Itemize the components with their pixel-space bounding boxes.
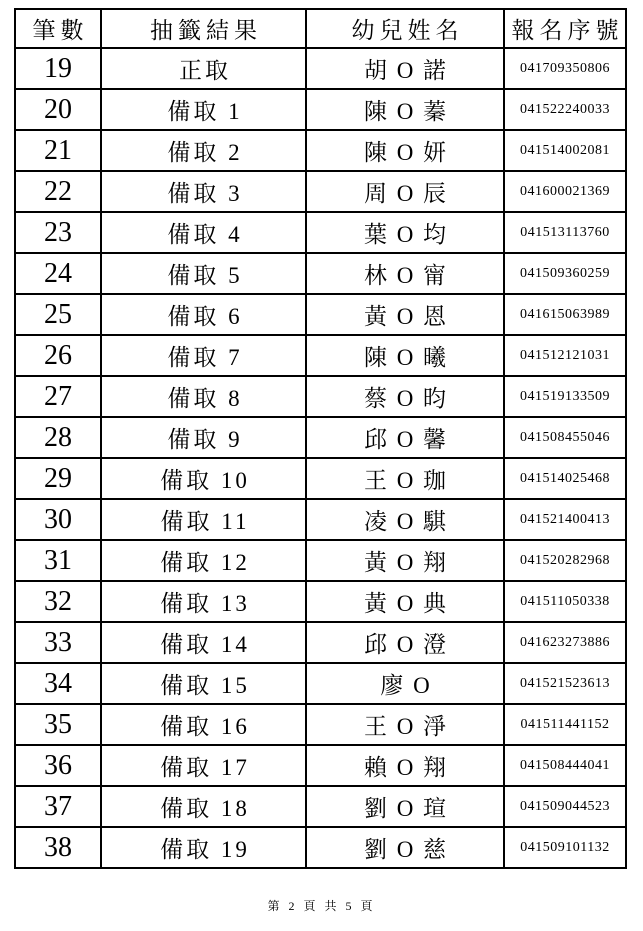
cell-reg: 041509360259 (504, 253, 626, 294)
cell-no: 21 (15, 130, 101, 171)
cell-reg: 041508455046 (504, 417, 626, 458)
cell-no: 33 (15, 622, 101, 663)
cell-name: 劉 O 慈 (306, 827, 504, 868)
table-row (15, 335, 626, 376)
table-row (15, 745, 626, 786)
table-row (15, 499, 626, 540)
table-body (15, 48, 626, 868)
cell-reg: 041709350806 (504, 48, 626, 89)
cell-no: 30 (15, 499, 101, 540)
cell-name: 葉 O 均 (306, 212, 504, 253)
cell-result: 備取 3 (101, 171, 306, 212)
cell-reg: 041509044523 (504, 786, 626, 827)
cell-name: 黃 O 翔 (306, 540, 504, 581)
cell-reg: 041508444041 (504, 745, 626, 786)
cell-no: 20 (15, 89, 101, 130)
table-row (15, 622, 626, 663)
table-row (15, 417, 626, 458)
cell-name: 周 O 辰 (306, 171, 504, 212)
cell-no: 25 (15, 294, 101, 335)
cell-name: 胡 O 諾 (306, 48, 504, 89)
cell-result: 備取 17 (101, 745, 306, 786)
table-header (15, 9, 626, 48)
cell-name: 凌 O 騏 (306, 499, 504, 540)
header-cell-reg: 報名序號 (504, 9, 626, 48)
table-row (15, 581, 626, 622)
cell-reg: 041615063989 (504, 294, 626, 335)
cell-name: 邱 O 馨 (306, 417, 504, 458)
table-row (15, 48, 626, 89)
cell-reg: 041623273886 (504, 622, 626, 663)
cell-reg: 041514002081 (504, 130, 626, 171)
cell-reg: 041521523613 (504, 663, 626, 704)
cell-no: 22 (15, 171, 101, 212)
cell-result: 備取 5 (101, 253, 306, 294)
header-cell-result: 抽籤結果 (101, 9, 306, 48)
table-row (15, 212, 626, 253)
cell-result: 備取 1 (101, 89, 306, 130)
cell-reg: 041513113760 (504, 212, 626, 253)
cell-no: 19 (15, 48, 101, 89)
cell-name: 劉 O 瑄 (306, 786, 504, 827)
cell-name: 蔡 O 昀 (306, 376, 504, 417)
cell-result: 備取 7 (101, 335, 306, 376)
cell-no: 36 (15, 745, 101, 786)
table-row (15, 376, 626, 417)
header-cell-name: 幼兒姓名 (306, 9, 504, 48)
cell-name: 黃 O 恩 (306, 294, 504, 335)
cell-result: 備取 13 (101, 581, 306, 622)
header-row (15, 9, 626, 48)
table-row (15, 130, 626, 171)
cell-no: 23 (15, 212, 101, 253)
table-row (15, 89, 626, 130)
cell-no: 34 (15, 663, 101, 704)
cell-result: 備取 18 (101, 786, 306, 827)
cell-result: 備取 16 (101, 704, 306, 745)
cell-no: 29 (15, 458, 101, 499)
cell-reg: 041521400413 (504, 499, 626, 540)
table-row (15, 704, 626, 745)
cell-name: 林 O 甯 (306, 253, 504, 294)
cell-name: 黃 O 典 (306, 581, 504, 622)
table-row (15, 827, 626, 868)
cell-no: 32 (15, 581, 101, 622)
cell-reg: 041509101132 (504, 827, 626, 868)
table-row (15, 458, 626, 499)
cell-result: 備取 10 (101, 458, 306, 499)
cell-result: 備取 15 (101, 663, 306, 704)
cell-name: 陳 O 妍 (306, 130, 504, 171)
table-row (15, 786, 626, 827)
cell-result: 備取 6 (101, 294, 306, 335)
cell-result: 備取 4 (101, 212, 306, 253)
cell-reg: 041511441152 (504, 704, 626, 745)
table-row (15, 663, 626, 704)
cell-reg: 041511050338 (504, 581, 626, 622)
cell-no: 35 (15, 704, 101, 745)
cell-name: 廖 O (306, 663, 504, 704)
cell-name: 賴 O 翔 (306, 745, 504, 786)
cell-no: 27 (15, 376, 101, 417)
lottery-result-table (14, 8, 627, 869)
page-number-indicator: 第 2 頁 共 5 頁 (267, 899, 376, 913)
cell-name: 陳 O 蓁 (306, 89, 504, 130)
cell-no: 28 (15, 417, 101, 458)
cell-reg: 041520282968 (504, 540, 626, 581)
table-row (15, 253, 626, 294)
cell-reg: 041522240033 (504, 89, 626, 130)
cell-result: 備取 8 (101, 376, 306, 417)
cell-no: 24 (15, 253, 101, 294)
cell-no: 37 (15, 786, 101, 827)
cell-reg: 041519133509 (504, 376, 626, 417)
cell-reg: 041514025468 (504, 458, 626, 499)
cell-no: 31 (15, 540, 101, 581)
cell-name: 王 O 淨 (306, 704, 504, 745)
cell-result: 備取 2 (101, 130, 306, 171)
cell-reg: 041512121031 (504, 335, 626, 376)
cell-result: 正取 (101, 48, 306, 89)
header-cell-no: 筆數 (15, 9, 101, 48)
cell-result: 備取 9 (101, 417, 306, 458)
cell-no: 26 (15, 335, 101, 376)
table-row (15, 540, 626, 581)
cell-result: 備取 19 (101, 827, 306, 868)
cell-result: 備取 14 (101, 622, 306, 663)
cell-result: 備取 12 (101, 540, 306, 581)
table-row (15, 294, 626, 335)
cell-name: 陳 O 曦 (306, 335, 504, 376)
cell-no: 38 (15, 827, 101, 868)
cell-reg: 041600021369 (504, 171, 626, 212)
cell-name: 王 O 珈 (306, 458, 504, 499)
table-row (15, 171, 626, 212)
cell-result: 備取 11 (101, 499, 306, 540)
cell-name: 邱 O 澄 (306, 622, 504, 663)
